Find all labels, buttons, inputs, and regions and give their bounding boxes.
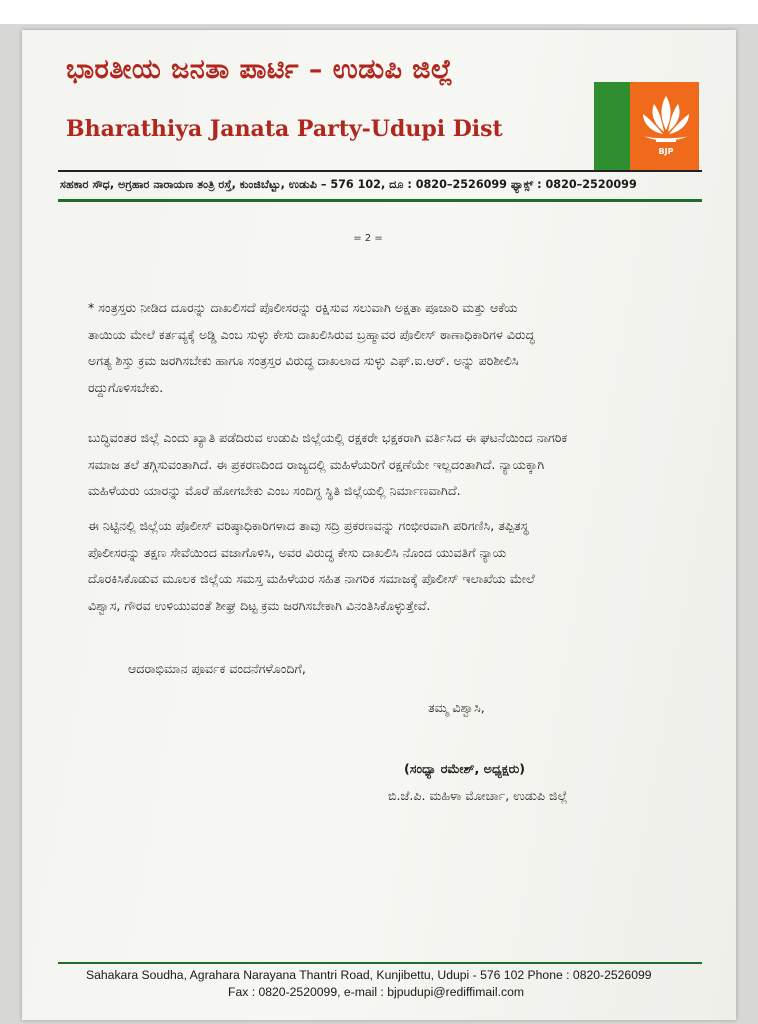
footer-rule bbox=[58, 962, 702, 964]
signatory-title: ಬಿ.ಜೆ.ಪಿ. ಮಹಿಳಾ ಮೋರ್ಚಾ, ಉಡುಪಿ ಜಿಲ್ಲೆ bbox=[388, 788, 568, 803]
closing-yours: ತಮ್ಮ ವಿಶ್ವಾಸಿ, bbox=[428, 700, 485, 715]
paragraph-3 bbox=[88, 513, 700, 619]
lotus-icon bbox=[636, 92, 696, 158]
top-strip bbox=[0, 0, 758, 24]
footer-contact-line: Fax : 0820-2520099, e-mail : bjpudupi@rediffimail.com bbox=[228, 985, 524, 999]
paragraph-2 bbox=[88, 425, 700, 505]
flag-green-band bbox=[594, 82, 630, 172]
paragraph-line: ಪೊಲೀಸರನ್ನು ತಕ್ಷಣ ಸೇವೆಯಿಂದ ವಜಾಗೊಳಿಸಿ, ಅವರ ವಿರುದ್ಧ ಕೇಸು ದಾಖಲಿಸಿ ನೊಂದ ಯುವತಿಗೆ ನ್ಯಾಯ bbox=[88, 544, 507, 560]
paragraph-line: ವಿಶ್ವಾಸ, ಗೌರವ ಉಳಿಯುವಂತೆ ಶೀಘ್ರ ದಿಟ್ಟ ಕ್ರಮ ಜರಗಿಸಬೇಕಾಗಿ ವಿನಂತಿಸಿಕೊಳ್ಳುತ್ತೇವೆ. bbox=[88, 597, 431, 613]
paragraph-line: ಈ ನಿಟ್ಟಿನಲ್ಲಿ ಜಿಲ್ಲೆಯ ಪೊಲೀಸ್ ವರಿಷ್ಠಾಧಿಕಾರಿಗಳಾದ ತಾವು ಸದ್ರಿ ಪ್ರಕರಣವನ್ನು ಗಂಭೀರವಾಗಿ ಪರಿಗಣಿಸಿ, ತಪ್ಪಿತಸ್ಥ bbox=[88, 518, 529, 533]
paragraph-1 bbox=[88, 295, 700, 401]
paragraph-line: * ಸಂತ್ರಸ್ತರು ನೀಡಿದ ದೂರನ್ನು ದಾಖಲಿಸದೆ ಪೊಲೀಸರನ್ನು ರಕ್ಷಿಸುವ ಸಲುವಾಗಿ ಅಕ್ಷತಾ ಪೂಜಾರಿ ಮತ್ತು ಆಕೆಯ bbox=[88, 300, 518, 315]
paragraph-line: ದೊರಕಿಸಿಕೊಡುವ ಮೂಲಕ ಜಿಲ್ಲೆಯ ಸಮಸ್ತ ಮಹಿಳೆಯರ ಸಹಿತ ನಾಗರಿಕ ಸಮಾಜಕ್ಕೆ ಪೊಲೀಸ್ ಇಲಾಖೆಯ ಮೇಲೆ bbox=[88, 571, 535, 586]
party-flag-logo bbox=[594, 82, 699, 172]
paragraph-line: ಬುದ್ಧಿವಂತರ ಜಿಲ್ಲೆ ಎಂದು ಖ್ಯಾತಿ ಪಡೆದಿರುವ ಉಡುಪಿ ಜಿಲ್ಲೆಯಲ್ಲಿ ರಕ್ಷಕರೇ ಭಕ್ಷಕರಾಗಿ ವರ್ತಿಸಿದ ಈ ಘಟನೆಯಿಂದ ನಾಗರಿಕ bbox=[88, 430, 568, 445]
paragraph-line: ಸಮಾಜ ತಲೆ ತಗ್ಗಿಸುವಂತಾಗಿದೆ. ಈ ಪ್ರಕರಣದಿಂದ ರಾಜ್ಯದಲ್ಲಿ ಮಹಿಳೆಯರಿಗೆ ರಕ್ಷಣೆಯೇ ಇಲ್ಲದಂತಾಗಿದೆ. ನ್ಯಾಯಕ್ಕಾಗಿ bbox=[88, 456, 545, 472]
paragraph-line: ತಾಯಿಯ ಮೇಲೆ ಕರ್ತವ್ಯಕ್ಕೆ ಅಡ್ಡಿ ಎಂಬ ಸುಳ್ಳು ಕೇಸು ದಾಖಲಿಸಿರುವ ಬ್ರಹ್ಮಾವರ ಪೊಲೀಸ್ ಠಾಣಾಧಿಕಾರಿಗಳ ವಿರುದ್ಧ bbox=[88, 326, 535, 342]
flag-saffron-band bbox=[630, 82, 699, 172]
logo-text: BJP bbox=[658, 147, 674, 156]
letterhead-address-kannada: ಸಹಕಾರ ಸೌಧ, ಅಗ್ರಹಾರ ನಾರಾಯಣ ತಂತ್ರಿ ರಸ್ತೆ, ಕುಂಜಿಬೆಟ್ಟು, ಉಡುಪಿ – 576 102, ದೂ : 0820–2526099 ಫ್ಯಾಕ್ಸ್ : 0820–2520099 bbox=[60, 178, 637, 191]
header-rule-top bbox=[58, 170, 702, 172]
header-rule-bottom bbox=[58, 199, 702, 202]
paragraph-line: ಮಹಿಳೆಯರು ಯಾರನ್ನು ಮೊರೆ ಹೋಗಬೇಕು ಎಂಬ ಸಂದಿಗ್ಧ ಸ್ಥಿತಿ ಜಿಲ್ಲೆಯಲ್ಲಿ ನಿರ್ಮಾಣವಾಗಿದೆ. bbox=[88, 483, 461, 498]
paragraph-line: ರದ್ದುಗೊಳಿಸಬೇಕು. bbox=[88, 379, 164, 395]
paragraph-line: ಅಗತ್ಯ ಶಿಸ್ತು ಕ್ರಮ ಜರಗಿಸಬೇಕು ಹಾಗೂ ಸಂತ್ರಸ್ತರ ವಿರುದ್ಧ ದಾಖಲಾದ ಸುಳ್ಳು ಎಫ್.ಐ.ಆರ್. ಅನ್ನು ಪರಿಶೀಲಿಸಿ bbox=[88, 353, 519, 368]
page-number: = 2 = bbox=[353, 233, 383, 244]
letterhead-title-kannada: ಭಾರತೀಯ ಜನತಾ ಪಾರ್ಟಿ – ಉಡುಪಿ ಜಿಲ್ಲೆ bbox=[66, 54, 454, 85]
closing-salutation: ಆದರಾಭಿಮಾನ ಪೂರ್ವಕ ವಂದನೆಗಳೊಂದಿಗೆ, bbox=[128, 661, 306, 676]
signatory-name: (ಸಂಧ್ಯಾ ರಮೇಶ್, ಅಧ್ಯಕ್ಷರು) bbox=[404, 761, 526, 776]
letterhead-title-english: Bharathiya Janata Party-Udupi Dist bbox=[66, 116, 503, 142]
footer-address-line: Sahakara Soudha, Agrahara Narayana Thantri Road, Kunjibettu, Udupi - 576 102 Phone : 0820-2526099 bbox=[86, 968, 652, 982]
